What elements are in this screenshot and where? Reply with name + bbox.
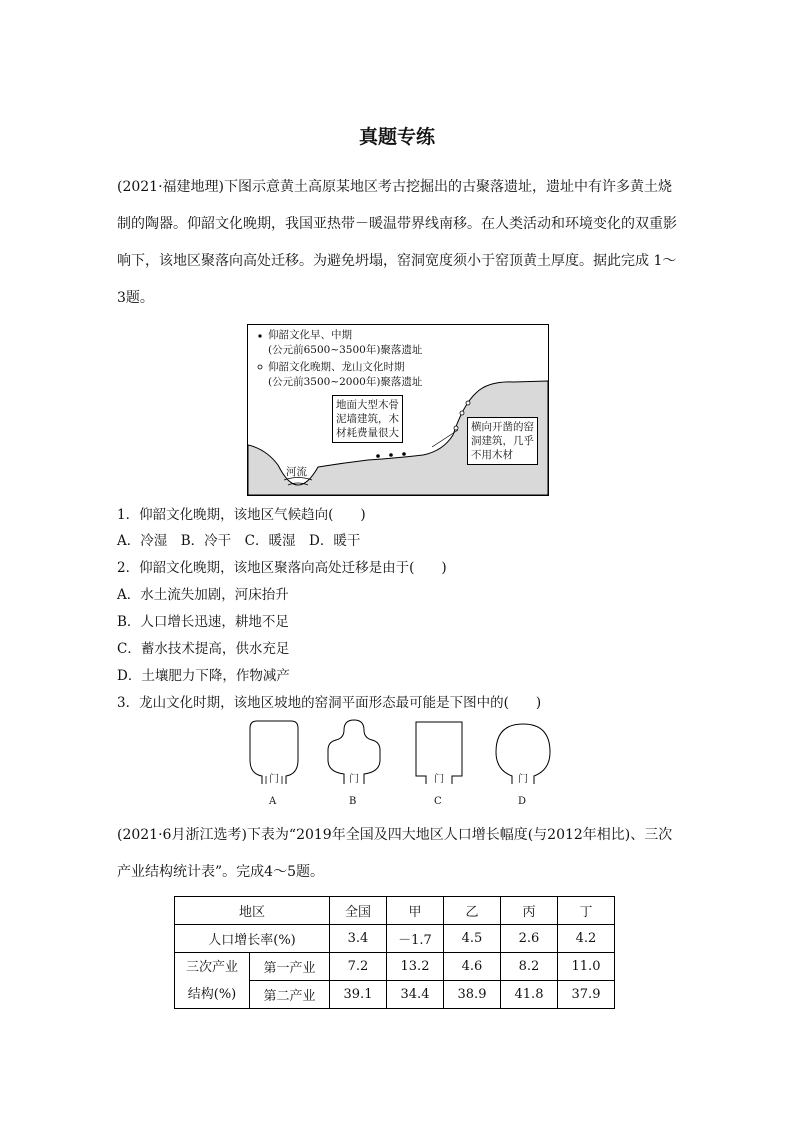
table-row-group-label: 三次产业 结构(%) bbox=[175, 953, 250, 1009]
callout-cave-dwellings: 横向开凿的窑 洞建筑，几乎 不用木材 bbox=[467, 417, 538, 465]
table-header-cell: 乙 bbox=[444, 897, 501, 925]
shape-a-label: A bbox=[269, 796, 277, 807]
page-title: 真题专练 bbox=[358, 126, 435, 148]
table-cell: －1.7 bbox=[387, 925, 444, 953]
question-3: 3．龙山文化时期，该地区坡地的窑洞平面形态最可能是下图中的( ) bbox=[117, 695, 542, 711]
shape-d-label: D bbox=[518, 796, 527, 807]
question-2-option-b: B．人口增长迅速，耕地不足 bbox=[117, 614, 289, 630]
table-cell: 34.4 bbox=[387, 981, 444, 1009]
table-row bbox=[175, 925, 615, 953]
river-label: 河流 bbox=[286, 466, 307, 478]
legend-late: 仰韶文化晚期、龙山文化时期 (公元前3500~2000年)聚落遗址 bbox=[268, 361, 423, 388]
question-1: 1．仰韶文化晚期，该地区气候趋向( ) bbox=[117, 507, 366, 523]
table-cell: 37.9 bbox=[558, 981, 615, 1009]
intro-paragraph-1: (2021·福建地理)下图示意黄土高原某地区考古挖掘出的古聚落遗址，遗址中有许多黄土烧制的陶器。仰韶文化晚期，我国亚热带－暖温带界线南移。在人类活动和环境变化的双重影响下，该地区聚落向高处迁移。为避免坍塌，窑洞宽度须小于窑顶黄土厚度。据此完成 1～3题。 bbox=[117, 179, 677, 306]
early-site-dot bbox=[389, 453, 393, 457]
table-cell: 7.2 bbox=[330, 953, 387, 981]
question-2: 2．仰韶文化晚期，该地区聚落向高处迁移是由于( ) bbox=[117, 560, 447, 576]
cave-plan-drawings bbox=[240, 716, 560, 796]
early-site-dot bbox=[402, 452, 406, 456]
table-row-label: 人口增长率(%) bbox=[175, 925, 330, 953]
question-2-option-a: A．水土流失加剧，河床抬升 bbox=[117, 587, 289, 603]
intro-paragraph-2: (2021·6月浙江选考)下表为“2019年全国及四大地区人口增长幅度(与2012年相比)、三次产业结构统计表”。完成4～5题。 bbox=[117, 827, 673, 880]
table-cell: 41.8 bbox=[501, 981, 558, 1009]
legend-dot-icon bbox=[258, 334, 261, 337]
table-header-cell: 丙 bbox=[501, 897, 558, 925]
table-header-cell: 地区 bbox=[175, 897, 330, 925]
table-cell: 4.2 bbox=[558, 925, 615, 953]
table-cell: 11.0 bbox=[558, 953, 615, 981]
table-header-cell: 甲 bbox=[387, 897, 444, 925]
callout-wooden-buildings: 地面大型木骨 泥墙建筑，木 材耗费量很大 bbox=[332, 395, 403, 443]
question-2-option-d: D．土壤肥力下降，作物减产 bbox=[117, 668, 290, 684]
cave-plan-shapes bbox=[240, 716, 560, 808]
shape-c-label: C bbox=[434, 796, 442, 807]
shape-d-door: 门 bbox=[518, 774, 528, 785]
legend-circle-icon bbox=[258, 365, 262, 369]
site-cross-section-figure bbox=[247, 324, 549, 496]
population-industry-table bbox=[174, 896, 615, 1009]
table-cell: 4.6 bbox=[444, 953, 501, 981]
table-cell: 38.9 bbox=[444, 981, 501, 1009]
legend-early: 仰韶文化早、中期 (公元前6500~3500年)聚落遗址 bbox=[268, 329, 423, 356]
table-row-label: 第二产业 bbox=[250, 981, 330, 1009]
table-cell: 13.2 bbox=[387, 953, 444, 981]
table-header-row bbox=[175, 897, 615, 925]
shape-c-door: 门 bbox=[434, 774, 444, 785]
late-site-circle bbox=[454, 426, 458, 430]
table-row-label: 第一产业 bbox=[250, 953, 330, 981]
shape-b-door: 门 bbox=[349, 774, 359, 785]
table-cell: 39.1 bbox=[330, 981, 387, 1009]
early-site-dot bbox=[376, 454, 380, 458]
late-site-circle bbox=[460, 411, 464, 415]
table-header-cell: 丁 bbox=[558, 897, 615, 925]
table-cell: 4.5 bbox=[444, 925, 501, 953]
late-site-circle bbox=[466, 401, 470, 405]
question-1-options: A．冷湿 B．冷干 C．暖湿 D．暖干 bbox=[117, 533, 361, 549]
table-cell: 2.6 bbox=[501, 925, 558, 953]
table-header-cell: 全国 bbox=[330, 897, 387, 925]
table-cell: 8.2 bbox=[501, 953, 558, 981]
table-cell: 3.4 bbox=[330, 925, 387, 953]
shape-a-door: 门 bbox=[269, 774, 279, 785]
question-2-option-c: C．蓄水技术提高，供水充足 bbox=[117, 641, 290, 657]
table-row bbox=[175, 953, 615, 981]
shape-b-label: B bbox=[349, 796, 357, 807]
